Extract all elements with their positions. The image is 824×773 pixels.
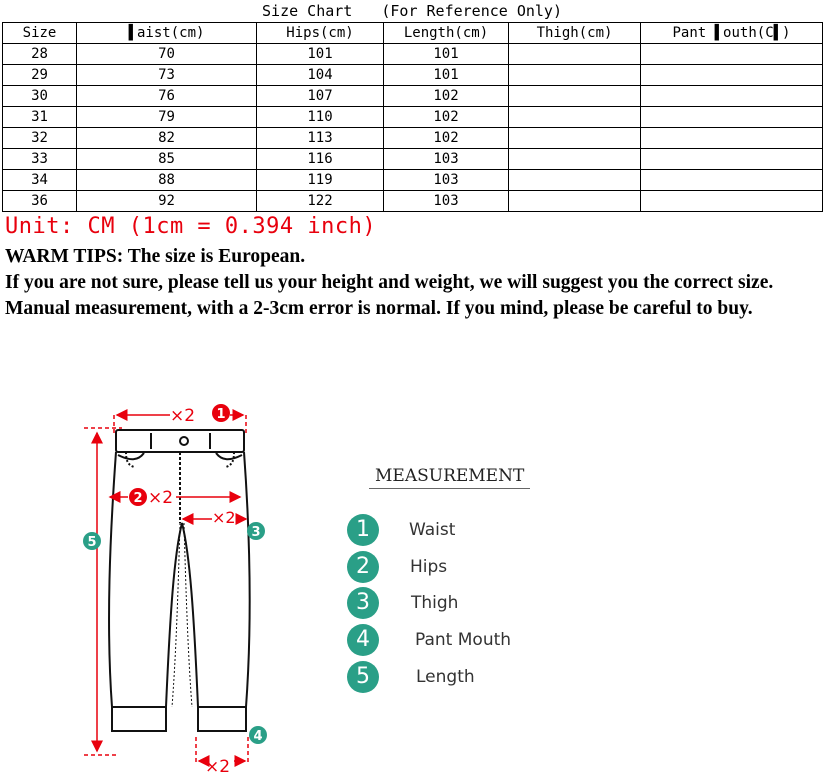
svg-text:4: 4 <box>253 729 263 744</box>
cell-size: 33 <box>3 149 77 170</box>
number-badge-1: 1 <box>347 514 379 546</box>
cell-waist: 85 <box>77 149 257 170</box>
svg-text:3: 3 <box>251 525 261 540</box>
cell-length: 101 <box>384 65 509 86</box>
cell-length: 102 <box>384 86 509 107</box>
cell-thigh <box>509 65 641 86</box>
table-header-row <box>3 23 823 44</box>
number-badge-2: 2 <box>347 551 379 583</box>
measurement-legend <box>345 466 575 696</box>
header-thigh: Thigh(cm) <box>509 23 641 44</box>
waist-multiplier: ×2 <box>170 406 196 426</box>
badge-3 <box>247 522 265 540</box>
header-size: Size <box>3 23 77 44</box>
table-row <box>3 86 823 107</box>
header-pant-mouth: Pant ▌outh(C▌) <box>641 23 823 44</box>
table-row <box>3 191 823 212</box>
cell-waist: 70 <box>77 44 257 65</box>
svg-text:1: 1 <box>216 407 226 422</box>
legend-label-pant-mouth: Pant Mouth <box>415 630 512 650</box>
number-badge-4: 4 <box>347 624 379 656</box>
cell-size: 34 <box>3 170 77 191</box>
size-chart-subtitle: (For Reference Only) <box>381 2 562 20</box>
header-length: Length(cm) <box>384 23 509 44</box>
size-chart-title <box>0 2 824 20</box>
mouth-multiplier: ×2 <box>205 757 231 773</box>
cell-hips: 119 <box>257 170 384 191</box>
cell-pant-mouth <box>641 44 823 65</box>
legend-label-length: Length <box>416 667 475 687</box>
header-waist: ▌aist(cm) <box>77 23 257 44</box>
thigh-multiplier: ×2 <box>212 508 236 527</box>
legend-label-thigh: Thigh <box>411 593 459 613</box>
size-chart-title-text: Size Chart <box>262 2 353 20</box>
cell-hips: 107 <box>257 86 384 107</box>
cell-hips: 113 <box>257 128 384 149</box>
cell-thigh <box>509 149 641 170</box>
cell-waist: 73 <box>77 65 257 86</box>
pants-outline <box>109 430 250 731</box>
unit-note: Unit: CM (1cm = 0.394 inch) <box>5 214 377 239</box>
badge-1 <box>212 404 230 422</box>
table-row <box>3 107 823 128</box>
cell-size: 29 <box>3 65 77 86</box>
badge-2 <box>129 488 147 506</box>
table-row <box>3 170 823 191</box>
legend-label-hips: Hips <box>410 557 448 577</box>
size-advice-line: If you are not sure, please tell us your height and weight, we will suggest you the correct size. <box>5 272 774 293</box>
measurement-heading: MEASUREMENT <box>369 466 530 489</box>
cell-waist: 82 <box>77 128 257 149</box>
cell-hips: 101 <box>257 44 384 65</box>
table-row <box>3 44 823 65</box>
cell-length: 102 <box>384 128 509 149</box>
cell-pant-mouth <box>641 65 823 86</box>
cell-thigh <box>509 170 641 191</box>
table-row <box>3 128 823 149</box>
cell-size: 32 <box>3 128 77 149</box>
cell-size: 30 <box>3 86 77 107</box>
cell-length: 102 <box>384 107 509 128</box>
badge-4 <box>249 726 267 744</box>
hips-multiplier: ×2 <box>148 488 174 508</box>
cell-length: 101 <box>384 44 509 65</box>
cell-hips: 122 <box>257 191 384 212</box>
number-badge-3: 3 <box>347 587 379 619</box>
cell-thigh <box>509 44 641 65</box>
cell-waist: 79 <box>77 107 257 128</box>
cell-length: 103 <box>384 149 509 170</box>
cell-thigh <box>509 107 641 128</box>
measurement-error-line: Manual measurement, with a 2-3cm error is normal. If you mind, please be careful to buy. <box>5 298 753 319</box>
cell-pant-mouth <box>641 170 823 191</box>
badge-5 <box>83 532 101 550</box>
table-row <box>3 65 823 86</box>
table-row <box>3 149 823 170</box>
cell-thigh <box>509 128 641 149</box>
legend-label-waist: Waist <box>409 520 456 540</box>
cell-length: 103 <box>384 191 509 212</box>
cell-size: 36 <box>3 191 77 212</box>
cell-pant-mouth <box>641 191 823 212</box>
size-table <box>2 22 823 212</box>
cell-pant-mouth <box>641 149 823 170</box>
cell-length: 103 <box>384 170 509 191</box>
cell-hips: 116 <box>257 149 384 170</box>
number-badge-5: 5 <box>347 661 379 693</box>
cell-waist: 92 <box>77 191 257 212</box>
cell-waist: 88 <box>77 170 257 191</box>
pants-diagram <box>0 395 300 773</box>
cell-pant-mouth <box>641 128 823 149</box>
cell-hips: 110 <box>257 107 384 128</box>
svg-text:2: 2 <box>133 491 143 506</box>
cell-hips: 104 <box>257 65 384 86</box>
svg-text:5: 5 <box>87 535 97 550</box>
header-hips: Hips(cm) <box>257 23 384 44</box>
cell-pant-mouth <box>641 107 823 128</box>
cell-pant-mouth <box>641 86 823 107</box>
cell-size: 31 <box>3 107 77 128</box>
cell-thigh <box>509 191 641 212</box>
cell-size: 28 <box>3 44 77 65</box>
cell-thigh <box>509 86 641 107</box>
warm-tip-line: WARM TIPS: The size is European. <box>5 246 306 267</box>
cell-waist: 76 <box>77 86 257 107</box>
measure-arrows <box>97 415 246 761</box>
